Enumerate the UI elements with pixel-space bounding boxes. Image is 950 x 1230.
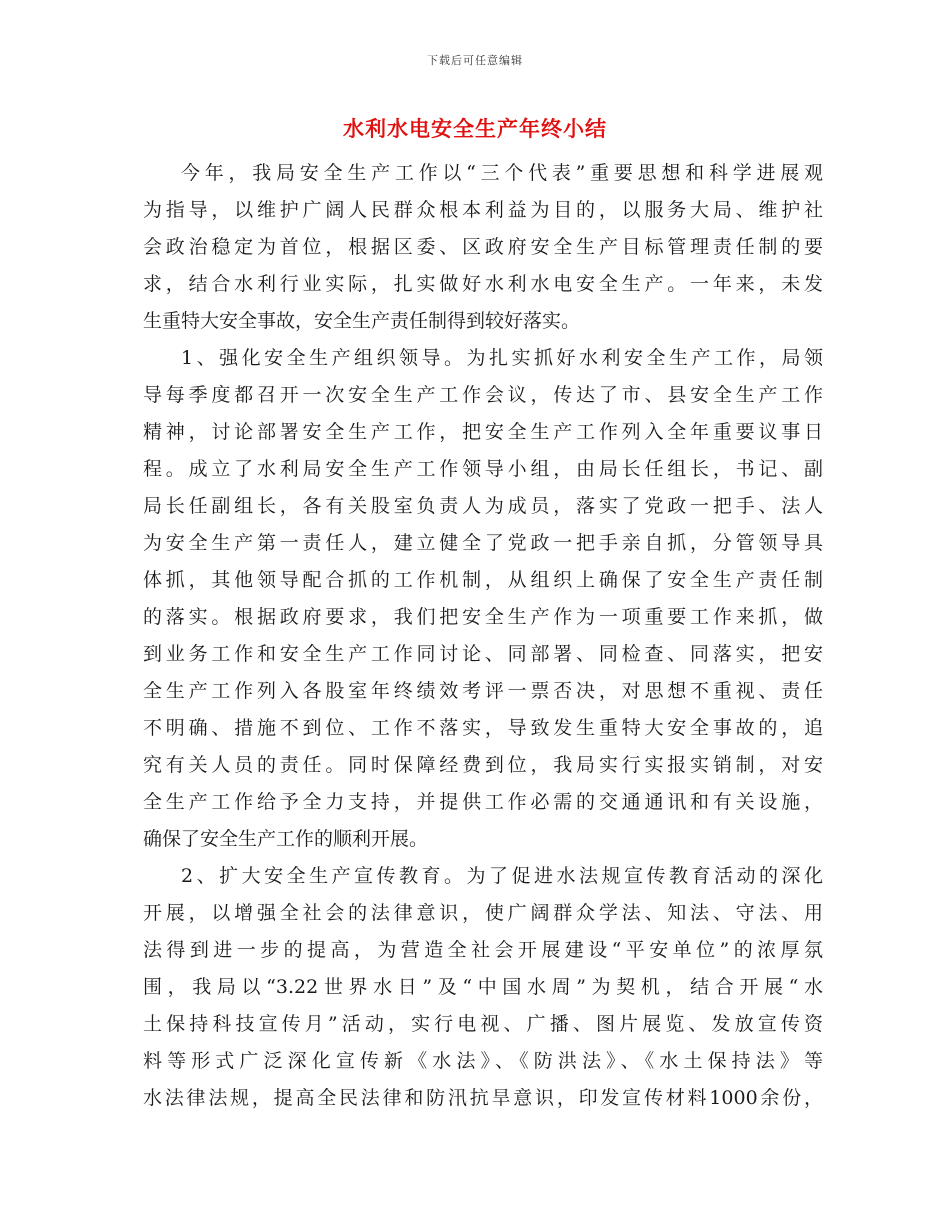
text-line: 开展，以增强全社会的法律意识，使广阔群众学法、知法、守法、用 xyxy=(143,902,823,924)
text-line: 精神，讨论部署安全生产工作，把安全生产工作列入全年重要议事日 xyxy=(143,421,823,443)
text-line: 2、扩大安全生产宣传教育。为了促进水法规宣传教育活动的深化 xyxy=(181,865,823,887)
paragraph-section-2 xyxy=(143,858,823,1117)
text-line: 1、强化安全生产组织领导。为扎实抓好水利安全生产工作，局领 xyxy=(181,347,823,369)
text-line: 导每季度都召开一次安全生产工作会议，传达了市、县安全生产工作 xyxy=(143,384,823,406)
text-line: 全生产工作列入各股室年终绩效考评一票否决，对思想不重视、责任 xyxy=(143,680,823,702)
text-line: 为指导，以维护广阔人民群众根本利益为目的，以服务大局、维护社 xyxy=(143,199,823,221)
text-line: 局长任副组长，各有关股室负责人为成员，落实了党政一把手、法人 xyxy=(143,495,823,517)
text-line: 体抓，其他领导配合抓的工作机制，从组织上确保了安全生产责任制 xyxy=(143,569,823,591)
text-line: 水法律法规，提高全民法律和防汛抗旱意识，印发宣传材料1000余份， xyxy=(143,1087,823,1109)
page-header-note: 下载后可任意编辑 xyxy=(427,54,523,67)
paragraph-intro xyxy=(143,155,823,340)
text-line: 求，结合水利行业实际，扎实做好水利水电安全生产。一年来，未发 xyxy=(143,273,823,295)
text-line: 程。成立了水利局安全生产工作领导小组，由局长任组长，书记、副 xyxy=(143,458,823,480)
text-line: 到业务工作和安全生产工作同讨论、同部署、同检查、同落实，把安 xyxy=(143,643,823,665)
text-line: 会政治稳定为首位，根据区委、区政府安全生产目标管理责任制的要 xyxy=(143,236,823,258)
text-line: 确保了安全生产工作的顺利开展。 xyxy=(143,828,429,850)
text-line: 今年，我局安全生产工作以“三个代表”重要思想和科学进展观 xyxy=(181,162,823,184)
text-line: 全生产工作给予全力支持，并提供工作必需的交通通讯和有关设施， xyxy=(143,791,823,813)
document-title: 水利水电安全生产年终小结 xyxy=(343,117,607,141)
text-line: 法得到进一步的提高，为营造全社会开展建设“平安单位”的浓厚氛 xyxy=(143,939,823,961)
text-line: 究有关人员的责任。同时保障经费到位，我局实行实报实销制，对安 xyxy=(143,754,823,776)
text-line: 围，我局以“3.22世界水日”及“中国水周”为契机，结合开展“水 xyxy=(143,976,823,998)
text-line: 料等形式广泛深化宣传新《水法》、《防洪法》、《水土保持法》等 xyxy=(143,1050,823,1072)
document-body xyxy=(143,155,823,1117)
text-line: 为安全生产第一责任人，建立健全了党政一把手亲自抓，分管领导具 xyxy=(143,532,823,554)
text-line: 的落实。根据政府要求，我们把安全生产作为一项重要工作来抓，做 xyxy=(143,606,823,628)
paragraph-section-1 xyxy=(143,340,823,858)
text-line: 土保持科技宣传月”活动，实行电视、广播、图片展览、发放宣传资 xyxy=(143,1013,823,1035)
text-line: 生重特大安全事故，安全生产责任制得到较好落实。 xyxy=(143,310,581,332)
text-line: 不明确、措施不到位、工作不落实，导致发生重特大安全事故的，追 xyxy=(143,717,823,739)
